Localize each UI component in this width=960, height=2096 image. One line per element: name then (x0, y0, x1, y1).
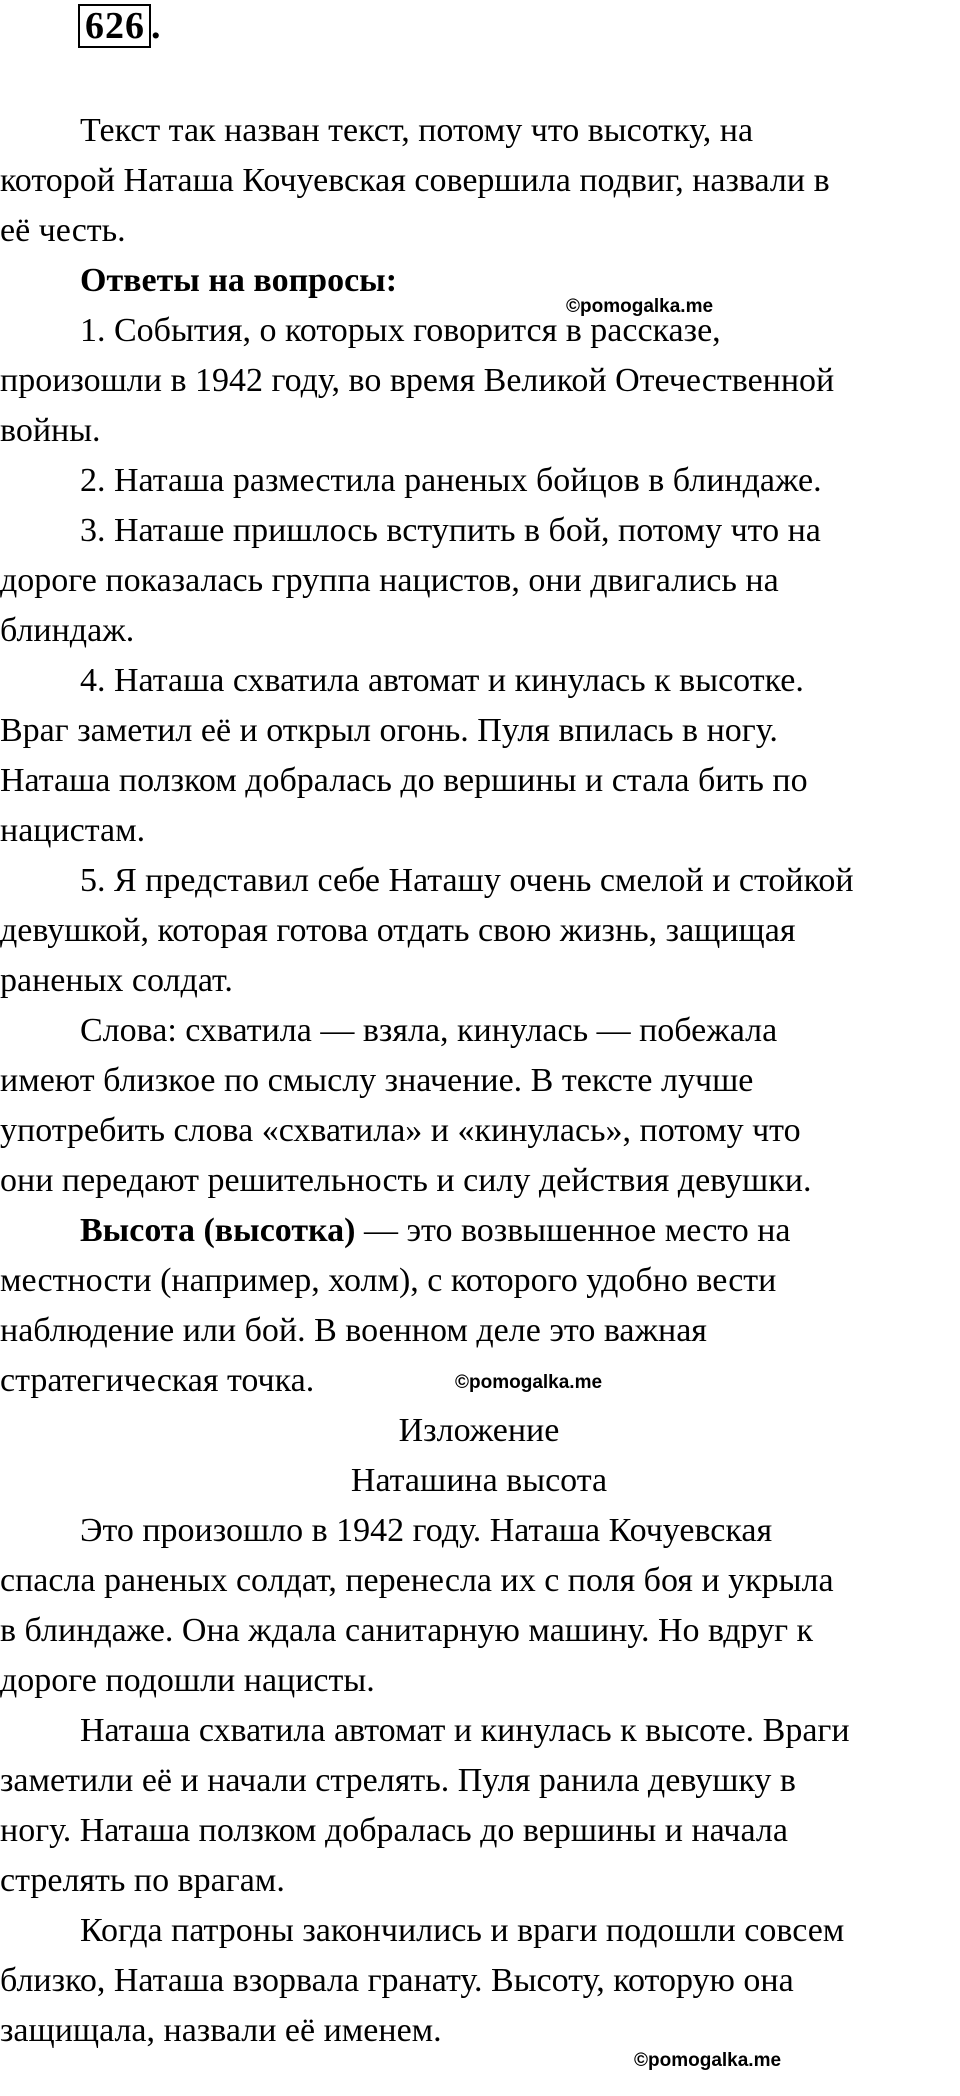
text-line: 5. Я представил себе Наташу очень смелой и стойкой (80, 862, 854, 899)
text-line: 2. Наташа разместила раненых бойцов в блиндаже. (80, 462, 822, 499)
text-line: которой Наташа Кочуевская совершила подвиг, назвали в (0, 162, 830, 199)
text-line: раненых солдат. (0, 962, 233, 999)
text-line: спасла раненых солдат, перенесла их с поля боя и укрыла (0, 1562, 834, 1599)
text-line: местности (например, холм), с которого удобно вести (0, 1262, 777, 1299)
intro-paragraph (0, 106, 958, 256)
watermark: ©pomogalka.me (455, 1372, 603, 1393)
text-line: произошли в 1942 году, во время Великой Отечественной (0, 362, 835, 399)
text-line: 1. События, о которых говорится в рассказе, (80, 312, 721, 349)
text-line: — это возвышенное место на (355, 1212, 791, 1249)
text-line: заметили её и начали стрелять. Пуля ранила девушку в (0, 1762, 796, 1799)
text-line: ногу. Наташа ползком добралась до вершины и начала (0, 1812, 788, 1849)
definition-term: Высота (высотка) (80, 1212, 356, 1249)
text-line: имеют близкое по смыслу значение. В тексте лучше (0, 1062, 754, 1099)
text-line: Текст так назван текст, потому что высотку, на (80, 112, 754, 149)
text-line: девушкой, которая готова отдать свою жизнь, защищая (0, 912, 796, 949)
answer-5 (0, 856, 958, 1006)
words-paragraph (0, 1006, 958, 1206)
text-line: они передают решительность и силу действия девушки. (0, 1162, 812, 1199)
text-line: блиндаж. (0, 612, 135, 649)
summary-paragraph-3 (0, 1906, 958, 2056)
watermark: ©pomogalka.me (566, 296, 714, 317)
text-line: стрелять по врагам. (0, 1862, 285, 1899)
summary-paragraph-2 (0, 1706, 958, 1906)
answers-heading-text: Ответы на вопросы: (80, 262, 398, 299)
text-line: наблюдение или бой. В военном деле это важная (0, 1312, 707, 1349)
summary-heading: Изложение (398, 1412, 560, 1449)
answer-2 (0, 456, 958, 506)
text-line: защищала, назвали её именем. (0, 2012, 442, 2049)
text-line: 3. Наташе пришлось вступить в бой, потому что на (80, 512, 821, 549)
text-line: войны. (0, 412, 101, 449)
text-line: 4. Наташа схватила автомат и кинулась к высотке. (80, 662, 804, 699)
text-line: Наташа ползком добралась до вершины и стала бить по (0, 762, 808, 799)
text-line: Это произошло в 1942 году. Наташа Кочуевская (80, 1512, 773, 1549)
answer-1 (0, 306, 958, 456)
answer-3 (0, 506, 958, 656)
task-number-suffix: . (151, 5, 162, 47)
answers-heading (0, 256, 958, 306)
text-line: близко, Наташа взорвала гранату. Высоту, которую она (0, 1962, 794, 1999)
watermark: ©pomogalka.me (634, 2050, 782, 2071)
text-line: стратегическая точка. (0, 1362, 315, 1399)
text-line: Когда патроны закончились и враги подошли совсем (80, 1912, 845, 1949)
text-line: употребить слова «схватила» и «кинулась», потому что (0, 1112, 801, 1149)
text-line: Слова: схватила — взяла, кинулась — побежала (80, 1012, 778, 1049)
task-number-box: 626 (78, 4, 151, 48)
text-line: Враг заметил её и открыл огонь. Пуля впилась в ногу. (0, 712, 778, 749)
answer-4 (0, 656, 958, 856)
text-line: дороге показалась группа нацистов, они двигались на (0, 562, 779, 599)
document-body (0, 106, 958, 2056)
text-line: нацистам. (0, 812, 146, 849)
summary-title: Наташина высота (350, 1462, 608, 1499)
task-number (78, 4, 162, 48)
text-line: Наташа схватила автомат и кинулась к высоте. Враги (80, 1712, 850, 1749)
text-line: в блиндаже. Она ждала санитарную машину. Но вдруг к (0, 1612, 814, 1649)
text-line: дороге подошли нацисты. (0, 1662, 375, 1699)
summary-paragraph-1 (0, 1506, 958, 1706)
text-line: её честь. (0, 212, 126, 249)
